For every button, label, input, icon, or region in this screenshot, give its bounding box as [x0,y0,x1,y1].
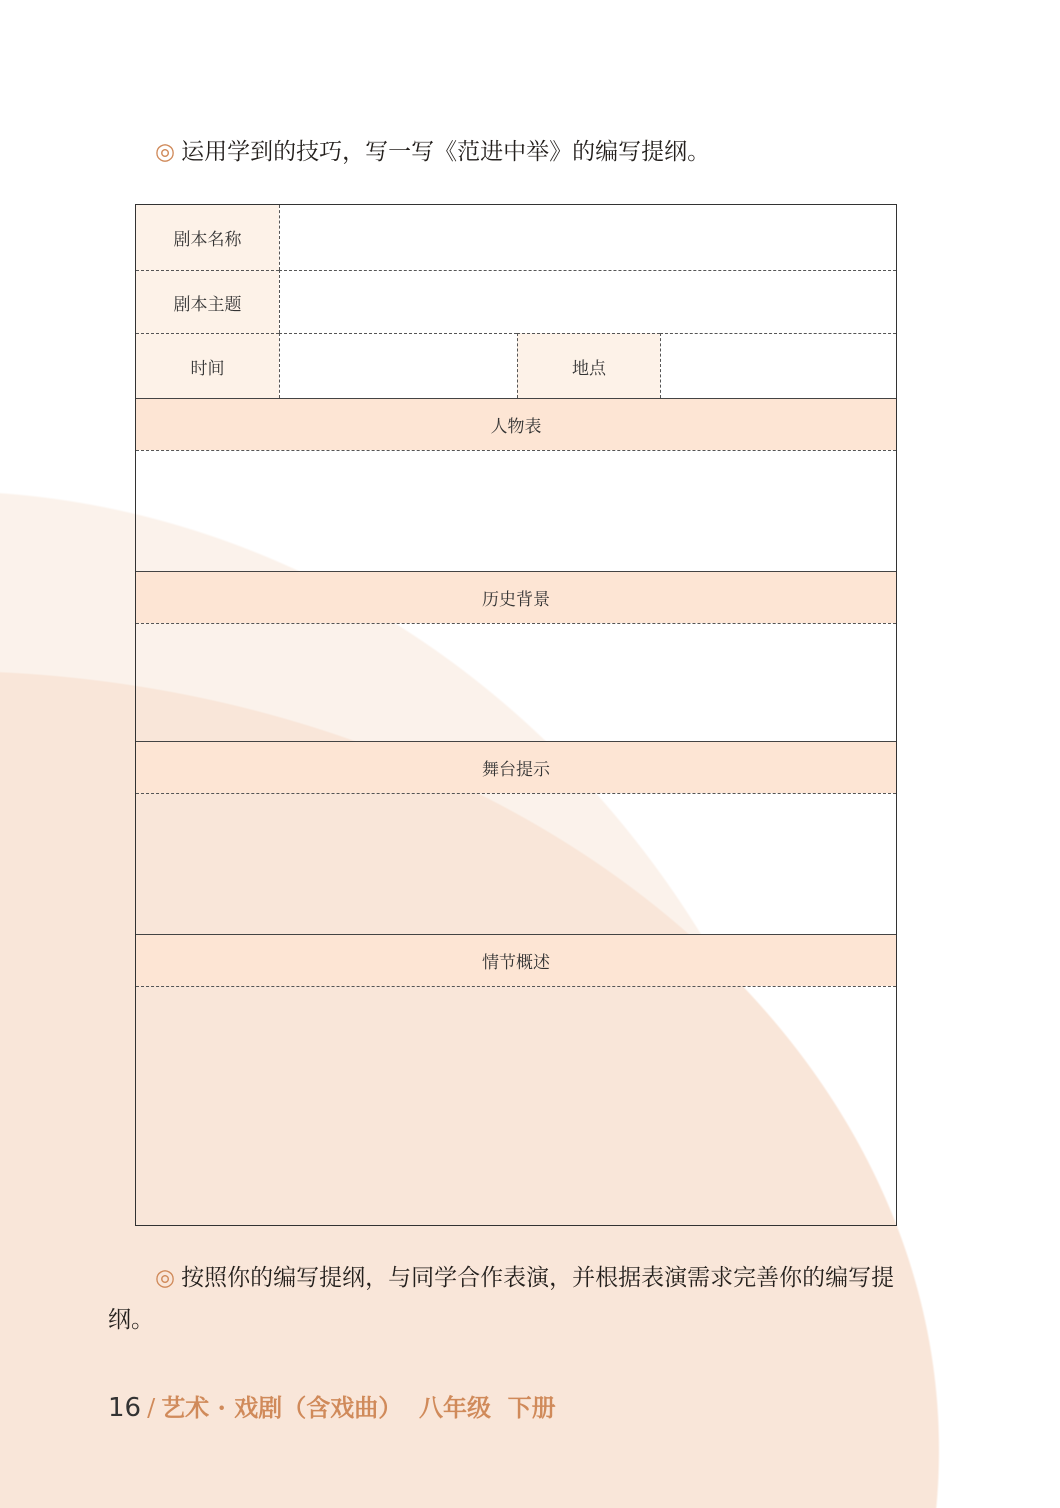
input-stage-directions[interactable] [136,793,896,934]
label-script-theme: 剧本主题 [136,270,279,333]
header-stage-directions: 舞台提示 [136,741,896,793]
input-background[interactable] [136,623,896,741]
input-time[interactable] [279,333,517,398]
input-characters[interactable] [136,450,896,571]
double-circle-icon: ◎ [155,139,176,165]
input-place[interactable] [660,333,896,398]
header-characters: 人物表 [136,398,896,450]
page-number: 16 [108,1393,142,1423]
outline-table [135,204,897,1226]
book-title: 艺术 · 戏剧（含戏曲） 八年级 下册 [161,1393,556,1422]
instruction-1-text: 运用学到的技巧，写一写《范进中举》的编写提纲。 [181,139,711,165]
instruction-1 [155,131,710,173]
header-background: 历史背景 [136,571,896,623]
instruction-2 [108,1257,938,1341]
footer-divider: / [147,1394,156,1422]
input-script-name[interactable] [279,205,896,270]
input-script-theme[interactable] [279,270,896,333]
label-place: 地点 [517,333,660,398]
label-script-name: 剧本名称 [136,205,279,270]
double-circle-icon: ◎ [155,1265,176,1291]
label-time: 时间 [136,333,279,398]
instruction-2-text: 按照你的编写提纲，与同学合作表演，并根据表演需求完善你的编写提纲。 [108,1265,895,1333]
input-plot-summary[interactable] [136,986,896,1224]
page-footer [108,1388,556,1423]
header-plot-summary: 情节概述 [136,934,896,986]
